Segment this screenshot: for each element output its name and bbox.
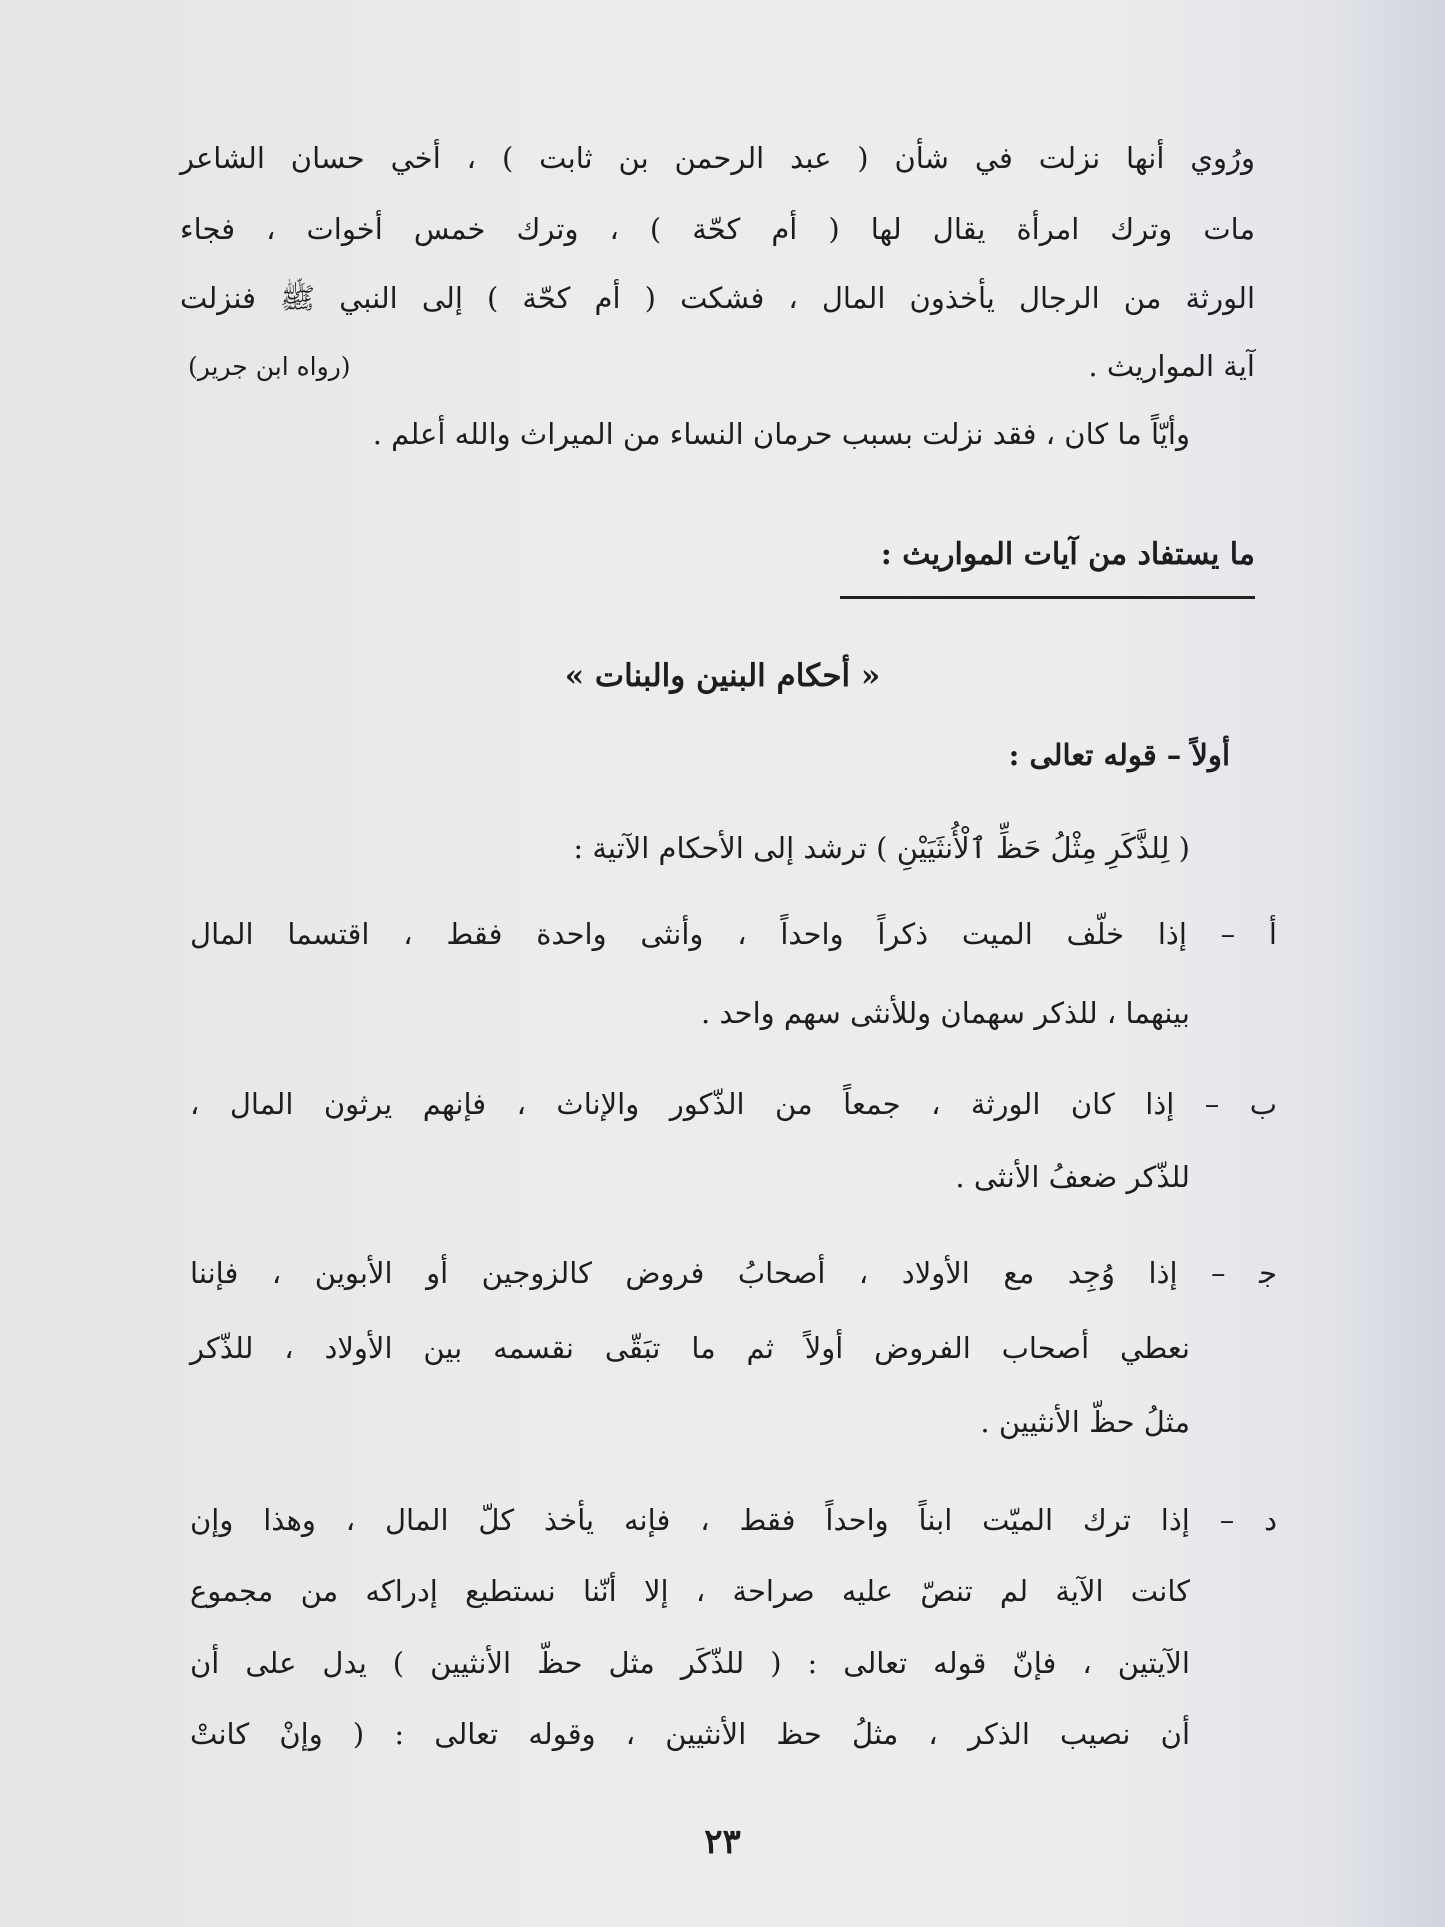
text-line: ب – إذا كان الورثة ، جمعاً من الذّكور والإناث ، فإنهم يرثون المال ، [190, 1087, 1277, 1121]
text-line: آية المواريث . [1088, 349, 1255, 383]
heading-underline [840, 596, 1255, 599]
verse-block [180, 828, 1255, 873]
section-heading [180, 535, 1255, 580]
verse-line: ( لِلذَّكَرِ مِثْلُ حَظِّ ٱلْأُنثَيَيْنِ ) ترشد إلى الأحكام الآتية : [573, 831, 1190, 865]
paragraph-revelation-story [180, 138, 1255, 388]
text-line: للذّكر ضعفُ الأنثى . [955, 1160, 1190, 1194]
section-heading-text: ما يستفاد من آيات المواريث : [880, 537, 1255, 572]
first-heading-text: أولاً – قوله تعالى : [1008, 738, 1230, 772]
text-line: أ – إذا خلّف الميت ذكراً واحداً ، وأنثى واحدة فقط ، اقتسما المال [190, 917, 1277, 951]
text-line: نعطي أصحاب الفروض أولاً ثم ما تبَقّى نقسمه بين الأولاد ، للذّكر [190, 1331, 1190, 1365]
text-line: بينهما ، للذكر سهمان وللأنثى سهم واحد . [701, 996, 1190, 1030]
paragraph-conclusion [180, 414, 1255, 459]
first-heading [180, 735, 1255, 780]
text-line: أن نصيب الذكر ، مثلُ حظ الأنثيين ، وقوله تعالى : ( وإنْ كانتْ [190, 1717, 1190, 1751]
list-item-c [180, 1253, 1277, 1453]
list-item-b [180, 1084, 1277, 1204]
citation: (رواه ابن جرير) [188, 352, 351, 381]
text-line: الآيتين ، فإنّ قوله تعالى : ( للذّكَر مثل حظّ الأنثيين ) يدل على أن [190, 1646, 1190, 1680]
list-item-d [180, 1500, 1277, 1770]
list-item-a [180, 914, 1277, 1034]
text-line: ورُوي أنها نزلت في شأن ( عبد الرحمن بن ثابت ) ، أخي حسان الشاعر [180, 141, 1255, 175]
text-line: كانت الآية لم تنصّ عليه صراحة ، إلا أنّنا نستطيع إدراكه من مجموع [190, 1574, 1190, 1608]
text-line: ﺟ – إذا وُجِد مع الأولاد ، أصحابُ فروض كالزوجين أو الأبوين ، فإننا [190, 1256, 1277, 1290]
text-line: مات وترك امرأة يقال لها ( أم كحّة ) ، وترك خمس أخوات ، فجاء [180, 212, 1255, 246]
text-line: مثلُ حظّ الأنثيين . [980, 1405, 1190, 1439]
text-line: الورثة من الرجال يأخذون المال ، فشكت ( أم كحّة ) إلى النبي ﷺ فنزلت [180, 281, 1255, 315]
text-line: وأيّاً ما كان ، فقد نزلت بسبب حرمان النساء من الميراث والله أعلم . [372, 417, 1190, 451]
subheading: « أحكام البنين والبنات » [564, 658, 881, 694]
page-number: ٢٣ [704, 1822, 741, 1862]
text-line: د – إذا ترك الميّت ابناً واحداً فقط ، فإنه يأخذ كلّ المال ، وهذا وإن [190, 1503, 1277, 1537]
